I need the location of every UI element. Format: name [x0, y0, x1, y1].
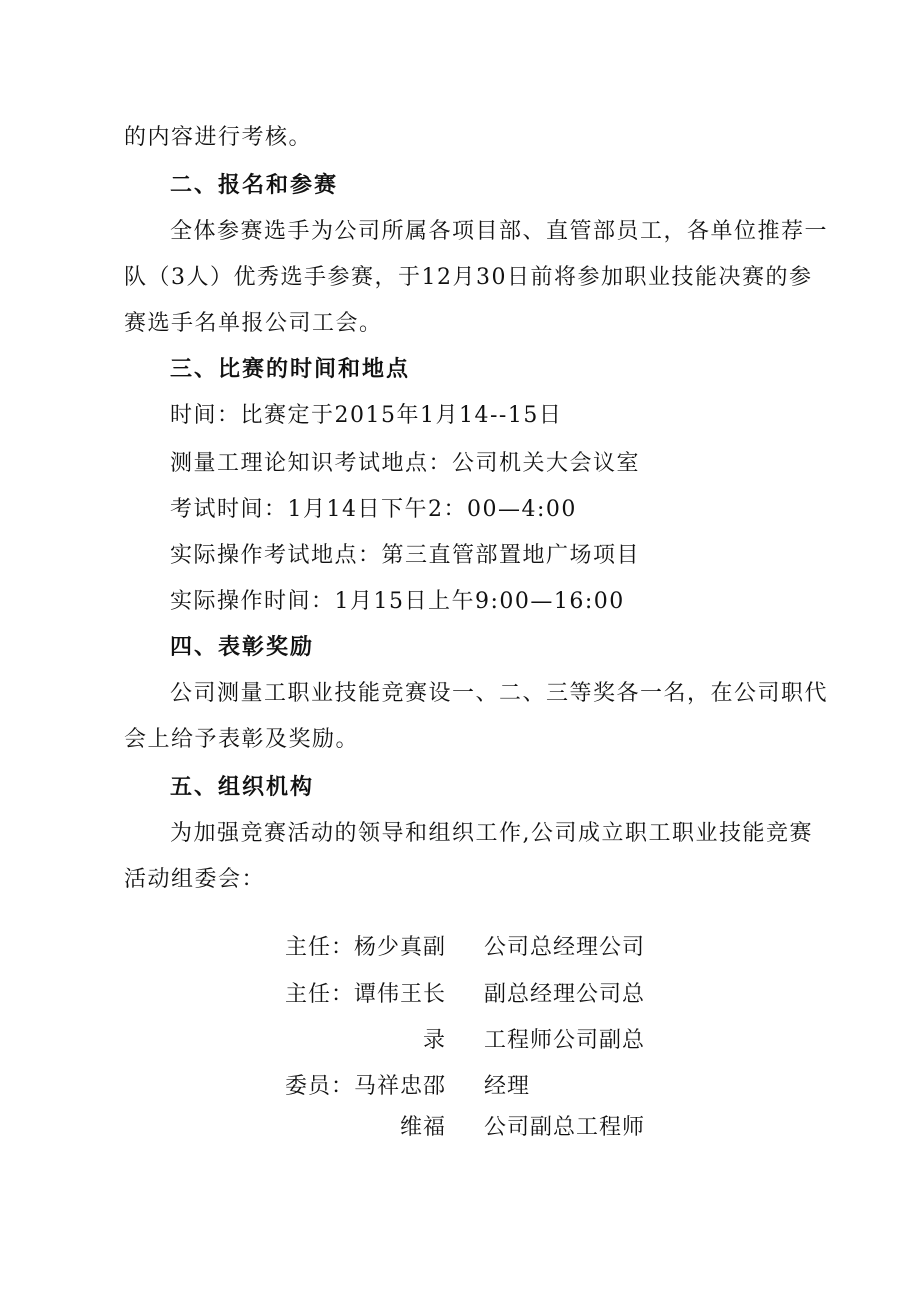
schedule-line: 测量工理论知识考试地点：公司机关大会议室 [170, 451, 641, 476]
section-heading-registration: 二、报名和参赛 [170, 173, 339, 198]
committee-right-line: 公司副总工程师 [484, 1115, 646, 1140]
committee-right-line: 经理 [484, 1074, 531, 1099]
paragraph-line: 会上给予表彰及奖励。 [124, 727, 360, 752]
committee-left-line: 委员：马祥忠邵 [284, 1074, 446, 1099]
schedule-line: 实际操作考试地点：第三直管部置地广场项目 [170, 543, 641, 568]
committee-left-line: 维福 [399, 1115, 446, 1140]
committee-left-line: 主任：杨少真副 [284, 935, 446, 960]
schedule-line: 时间：比赛定于2015年1月14--15日 [170, 403, 563, 428]
paragraph-line: 为加强竞赛活动的领导和组织工作,公司成立职工职业技能竞赛 [170, 821, 813, 846]
schedule-line: 考试时间：1月14日下午2：00—4:00 [170, 497, 577, 522]
committee-left-line: 主任：谭伟王长 [284, 982, 446, 1007]
clipped-committee-row [0, 1108, 920, 1140]
paragraph-line: 公司测量工职业技能竞赛设一、二、三等奖各一名，在公司职代 [170, 681, 829, 706]
paragraph-line: 赛选手名单报公司工会。 [124, 311, 383, 336]
schedule-line: 实际操作时间：1月15日上午9:00—16:00 [170, 589, 625, 614]
paragraph-line: 全体参赛选手为公司所属各项目部、直管部员工，各单位推荐一 [170, 219, 829, 244]
paragraph-continuation: 的内容进行考核。 [124, 125, 313, 150]
committee-left-line: 录 [422, 1028, 446, 1053]
committee-right-line: 公司总经理公司 [484, 935, 646, 960]
paragraph-line: 队（3人）优秀选手参赛，于12月30日前将参加职业技能决赛的参 [124, 265, 813, 290]
committee-right-line: 副总经理公司总 [484, 982, 646, 1007]
committee-right-line: 工程师公司副总 [484, 1028, 646, 1053]
section-heading-time-place: 三、比赛的时间和地点 [170, 357, 411, 382]
paragraph-line: 活动组委会： [124, 867, 266, 892]
section-heading-organization: 五、组织机构 [170, 775, 315, 800]
section-heading-awards: 四、表彰奖励 [170, 635, 315, 660]
